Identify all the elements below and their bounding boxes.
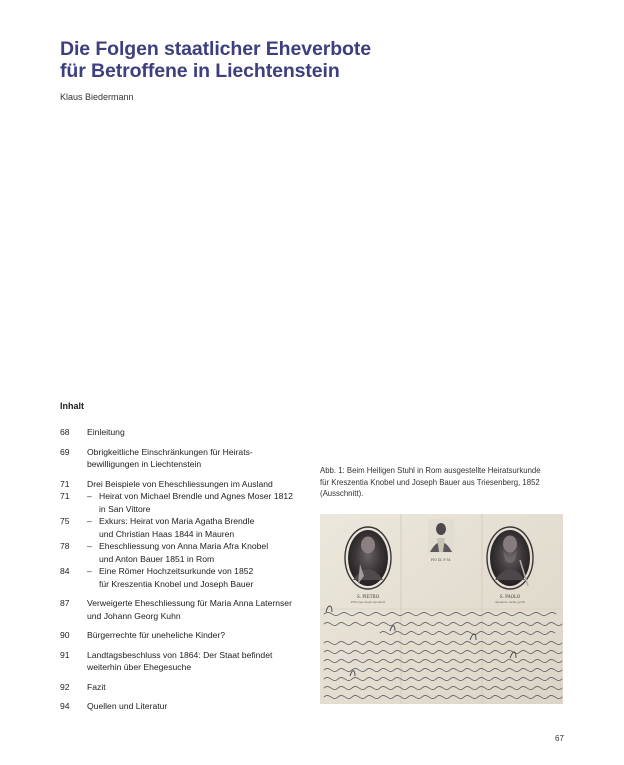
toc-entry-title — [99, 490, 310, 515]
toc-entry-line: und Johann Georg Kuhn — [87, 610, 181, 621]
toc-heading: Inhalt — [60, 401, 84, 411]
table-of-contents — [60, 426, 310, 713]
toc-entry-title: Einleitung — [87, 427, 125, 437]
portrait-label-center: PIO IX. P. M. — [430, 558, 452, 562]
author-name: Klaus Biedermann — [60, 92, 134, 102]
portrait-saint-peter — [345, 527, 391, 589]
toc-subentry — [60, 490, 310, 515]
toc-entry-line: Eine Römer Hochzeitsurkunde von 1852 — [99, 566, 254, 576]
toc-entry-line: Verweigerte Eheschliessung für Maria Anna Laternser — [87, 598, 292, 608]
toc-entry-title — [99, 565, 310, 590]
toc-entry-line: bewilligungen in Liechtenstein — [87, 459, 202, 469]
toc-page-number: 75 — [60, 516, 70, 526]
article-title-line-2: für Betroffene in Liechtenstein — [60, 60, 340, 82]
marriage-certificate-image — [320, 514, 563, 704]
toc-page-number: 71 — [60, 478, 70, 489]
figure-caption — [320, 465, 570, 500]
article-title-line-1: Die Folgen staatlicher Eheverbote — [60, 38, 371, 60]
toc-page-number: 68 — [60, 427, 70, 437]
certificate-illustration — [320, 514, 563, 704]
toc-entry — [60, 700, 310, 713]
toc-dash: – — [87, 516, 92, 526]
toc-subentry — [60, 565, 310, 590]
toc-subentry — [60, 540, 310, 565]
toc-entry — [60, 446, 310, 471]
toc-entry-title — [87, 649, 310, 674]
toc-page-number: 71 — [60, 491, 70, 501]
toc-page-number: 78 — [60, 541, 70, 551]
toc-page-number: 94 — [60, 701, 70, 711]
portrait-label-left: S. PIETRO — [356, 594, 380, 599]
toc-entry-title — [99, 515, 310, 540]
toc-entry-title: Fazit — [87, 681, 106, 692]
toc-entry-title: Quellen und Literatur — [87, 701, 168, 711]
portrait-label-right: S. PAOLO — [499, 594, 521, 599]
toc-entry-line: Eheschliessung von Anna Maria Afra Knobel — [99, 541, 269, 551]
figure-caption-line: (Ausschnitt). — [320, 489, 364, 498]
toc-entry-title — [99, 540, 310, 565]
toc-entry-title — [87, 446, 310, 471]
toc-entry — [60, 649, 310, 674]
portrait-sublabel-right: Apostolo delle genti — [494, 600, 526, 604]
toc-entry-line: in San Vittore — [99, 503, 151, 514]
toc-entry-title — [87, 597, 310, 622]
toc-entry-line: Heirat von Michael Brendle und Agnes Moser 1812 — [99, 491, 293, 501]
toc-entry — [60, 681, 310, 694]
portrait-sublabel-left: Principe degli Apostoli — [350, 600, 386, 604]
toc-dash: – — [87, 491, 92, 501]
toc-entry — [60, 629, 310, 642]
article-title — [60, 38, 580, 82]
toc-page-number: 69 — [60, 446, 70, 457]
toc-page-number: 90 — [60, 630, 70, 640]
portrait-pope — [428, 519, 454, 553]
toc-entry-title: Bürgerrechte für uneheliche Kinder? — [87, 630, 226, 640]
toc-page-number: 87 — [60, 598, 70, 608]
toc-entry-line: weiterhin über Ehegesuche — [87, 662, 192, 672]
toc-entry-line: Obrigkeitliche Einschränkungen für Heirats- — [87, 446, 253, 457]
toc-entry — [60, 478, 310, 491]
toc-entry — [60, 426, 310, 439]
toc-page-number: 91 — [60, 649, 70, 660]
toc-entry-line: und Anton Bauer 1851 in Rom — [99, 553, 215, 564]
page-number: 67 — [555, 734, 564, 743]
figure-caption-line: für Kreszentia Knobel und Joseph Bauer aus Triesenberg, 1852 — [320, 477, 540, 487]
toc-entry-title: Drei Beispiele von Eheschliessungen im Ausland — [87, 478, 273, 489]
toc-page-number: 84 — [60, 566, 70, 576]
toc-subentry — [60, 515, 310, 540]
figure-caption-line: Abb. 1: Beim Heiligen Stuhl in Rom ausgestellte Heiratsurkunde — [320, 466, 541, 475]
toc-page-number: 92 — [60, 681, 70, 692]
toc-entry — [60, 597, 310, 622]
toc-entry-line: Exkurs: Heirat von Maria Agatha Brendle — [99, 516, 255, 526]
toc-dash: – — [87, 541, 92, 551]
toc-entry-line: Landtagsbeschluss von 1864: Der Staat befindet — [87, 649, 273, 660]
toc-entry-line: und Christian Haas 1844 in Mauren — [99, 528, 235, 539]
portrait-saint-paul — [487, 527, 533, 589]
toc-entry-line: für Kreszentia Knobel und Joseph Bauer — [99, 578, 254, 589]
toc-dash: – — [87, 566, 92, 576]
